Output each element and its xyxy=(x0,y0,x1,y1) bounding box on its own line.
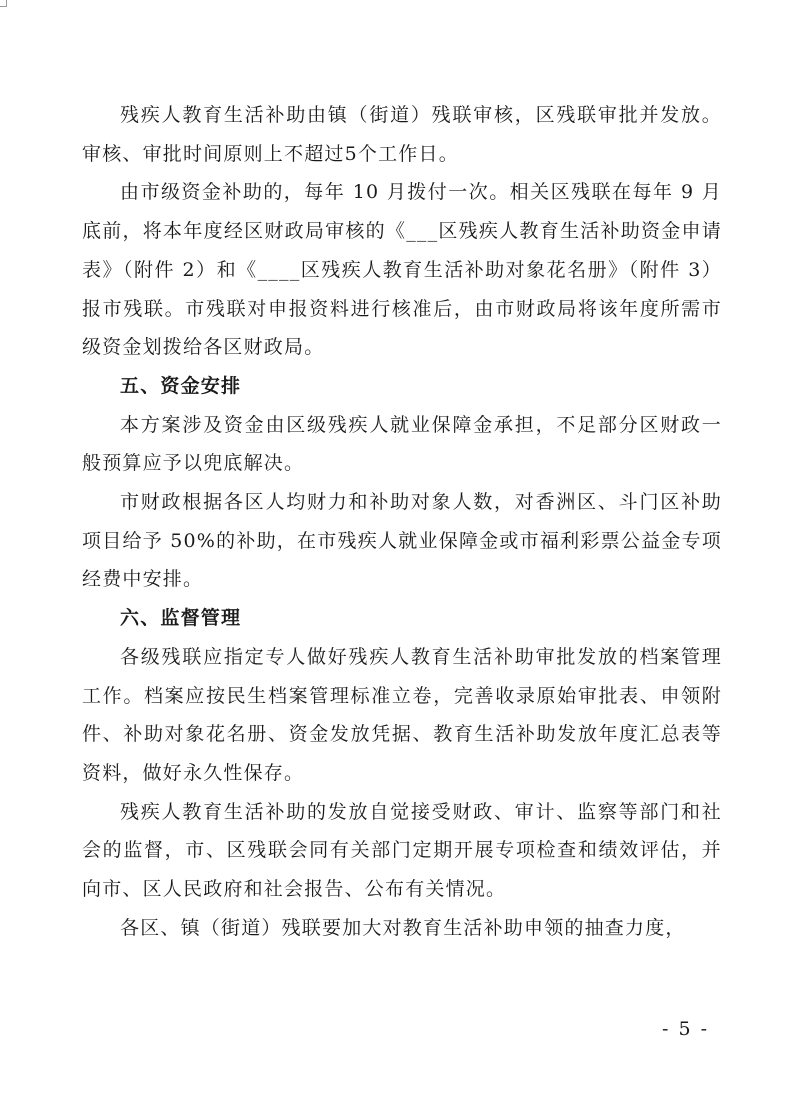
page-corner-mark xyxy=(0,0,7,7)
page-number: - 5 - xyxy=(662,1018,710,1040)
paragraph-review-approval: 残疾人教育生活补助由镇（街道）残联审核，区残联审批并发放。审核、审批时间原则上不超过5个工作日。 xyxy=(82,104,722,165)
document-body xyxy=(82,96,722,947)
paragraph-city-subsidy: 市财政根据各区人均财力和补助对象人数，对香洲区、斗门区补助项目给予 50%的补助，在市残疾人就业保障金或市福利彩票公益金专项经费中安排。 xyxy=(82,491,722,591)
paragraph-city-funding: 由市级资金补助的，每年 10 月拨付一次。相关区残联在每年 9 月底前，将本年度经区财政局审核的《___区残疾人教育生活补助资金申请表》（附件 2）和《____区残疾人教育生活补助对象花名册》（附件 3）报市残联。市残联对申报资料进行核准后，由市财政局将该年度所需市级资金划拨给各区财政局。 xyxy=(82,181,722,359)
paragraph-fund-source: 本方案涉及资金由区级残疾人就业保障金承担，不足部分区财政一般预算应予以兜底解决。 xyxy=(82,413,722,475)
paragraph-public-supervision: 残疾人教育生活补助的发放自觉接受财政、审计、监察等部门和社会的监督，市、区残联会同有关部门定期开展专项检查和绩效评估，并向市、区人民政府和社会报告、公布有关情况。 xyxy=(82,800,722,901)
paragraph-spot-check: 各区、镇（街道）残联要加大对教育生活补助申领的抽查力度， xyxy=(120,916,686,939)
heading-fund-arrangement: 五、资金安排 xyxy=(120,374,242,397)
heading-supervision: 六、监督管理 xyxy=(120,607,242,630)
paragraph-archive-management: 各级残联应指定专人做好残疾人教育生活补助审批发放的档案管理工作。档案应按民生档案管理标准立卷，完善收录原始审批表、申领附件、补助对象花名册、资金发放凭据、教育生活补助发放年度汇总表等资料，做好永久性保存。 xyxy=(82,645,722,784)
